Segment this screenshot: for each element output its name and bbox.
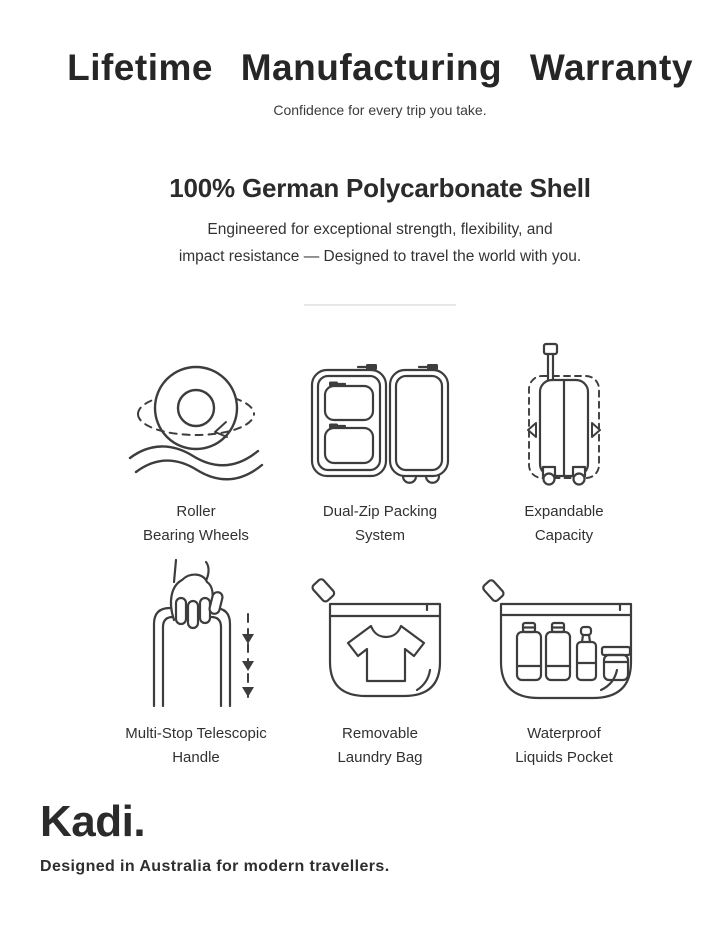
feature-label [337,722,422,770]
page-title: Lifetime Manufacturing Warranty [67,47,693,88]
section-heading: 100% German Polycarbonate Shell [169,173,591,203]
section-description [40,216,720,270]
telescopic-handle-icon [116,558,276,708]
feature-expandable-capacity [472,340,656,548]
icon-box [295,562,465,708]
dual-zip-packing-icon [300,350,460,486]
section-description-line2: impact resistance — Designed to travel the world with you. [178,248,582,265]
feature-label [515,722,613,770]
brand-logo: Kadi. [40,797,146,846]
feature-label-line1: Dual-Zip Packing [322,503,438,520]
feature-label-line1: Multi-Stop Telescopic [125,725,267,742]
icon-box [111,562,281,708]
feature-label-line2: Liquids Pocket [515,749,613,766]
feature-label-line1: Removable [342,725,418,742]
icon-box [295,340,465,486]
feature-label-line1: Expandable [524,503,604,520]
expandable-capacity-icon [484,336,644,486]
feature-label [323,500,437,548]
feature-label-line1: Waterproof [527,725,601,742]
icon-box [111,340,281,486]
laundry-bag-icon [300,566,460,708]
roller-bearing-wheels-icon [116,346,276,486]
feature-telescopic-handle [104,562,288,770]
feature-label [524,500,603,548]
feature-label [143,500,249,548]
icon-box [479,562,649,708]
feature-laundry-bag [288,562,472,770]
feature-label-line2: System [354,527,405,544]
feature-liquids-pocket [472,562,656,770]
feature-label-line2: Laundry Bag [337,749,423,766]
brand-tagline: Designed in Australia for modern travellers. [40,858,390,875]
footer [40,798,720,877]
page-subtitle: Confidence for every trip you take. [273,102,487,118]
feature-roller-bearing-wheels [104,340,288,548]
feature-label-line2: Handle [172,749,220,766]
feature-label-line1: Roller [176,503,216,520]
divider [304,304,456,306]
icon-box [479,340,649,486]
feature-grid [40,340,720,770]
feature-label-line2: Bearing Wheels [143,527,249,544]
liquids-pocket-icon [482,568,646,708]
section-description-line1: Engineered for exceptional strength, flexibility, and [207,221,553,238]
feature-label [125,722,266,770]
feature-label-line2: Capacity [534,527,594,544]
feature-dual-zip-packing [288,340,472,548]
